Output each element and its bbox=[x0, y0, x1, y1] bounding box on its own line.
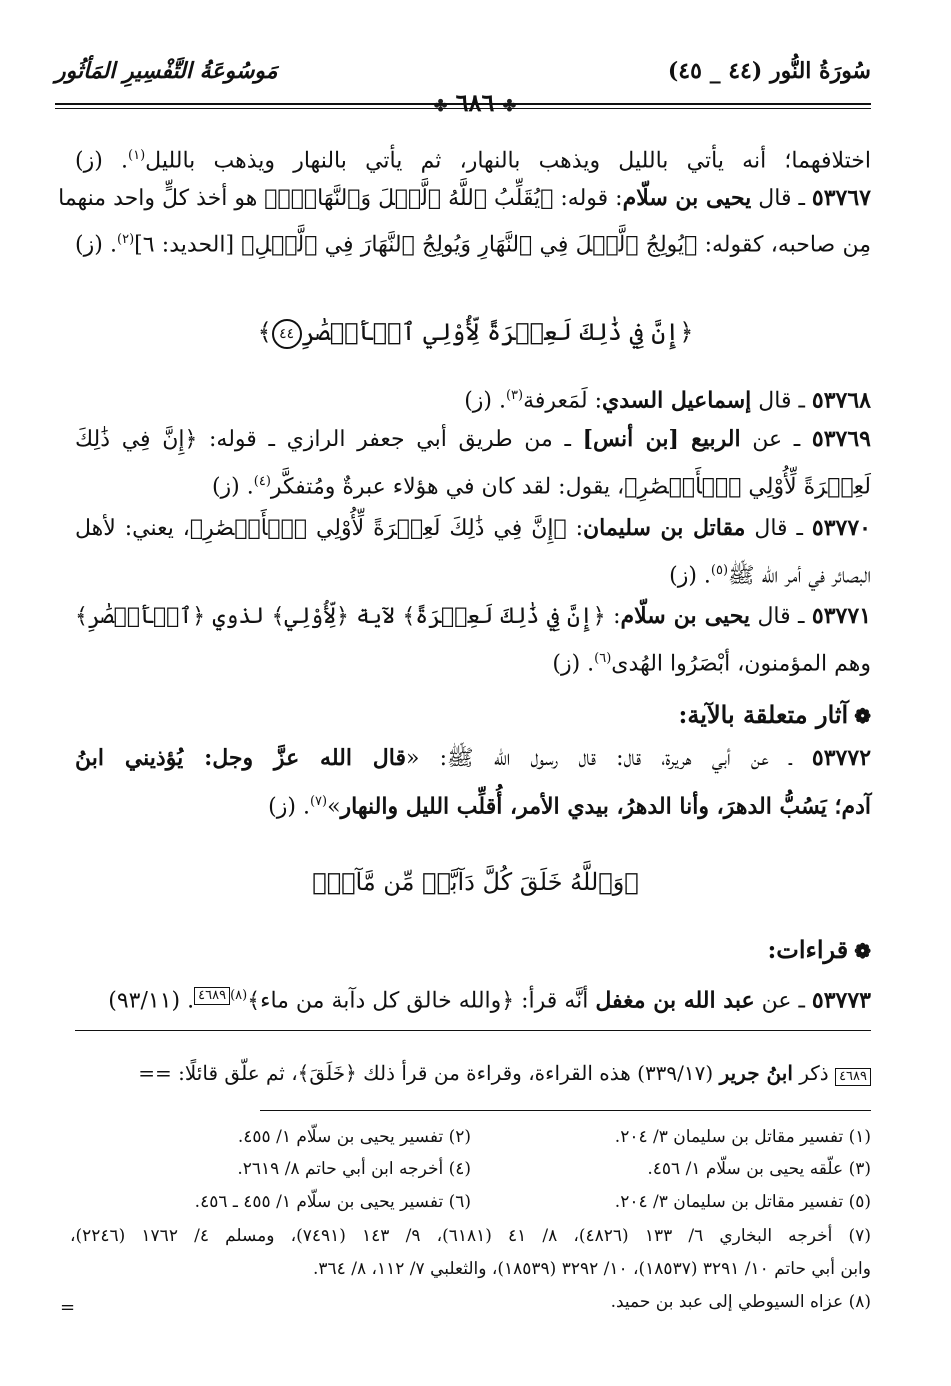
footnote-3: (٣) علّقه يحيى بن سلّام ١/ ٤٥٦. bbox=[647, 1159, 871, 1179]
footnote-2: (٢) تفسير يحيى بن سلّام ١/ ٤٥٥. bbox=[237, 1127, 471, 1147]
commentary-note: ٤٦٨٩ ذكر ابنُ جرير (٣٣٩/١٧) هذه القراءة، وقراءة من قرأ ذلك ﴿خَلَقَ﴾، ثم علّق قائلًا: == bbox=[60, 1058, 871, 1088]
entry-53768: ٥٣٧٦٨ ـ قال إسماعيل السدي: لَمَعرفة$^{(٣)}$. (ز) bbox=[464, 387, 871, 414]
entry-53770: ٥٣٧٧٠ ـ قال مقاتل بن سليمان: ﴿إِنَّ فِي ذَٰلِكَ لَعِبۡرَةً لِّأُوْلِي ٱلۡأَبۡصَٰرِ﴾، يعني: لأهل bbox=[75, 515, 871, 541]
section-heading-qiraat: ❁قراءات: bbox=[767, 935, 871, 964]
text-line: اختلافهما؛ أنه يأتي بالليل ويذهب بالنهار، ثم يأتي بالنهار ويذهب بالليل$^{(١)}$. (ز) bbox=[75, 148, 871, 174]
text-line: آدم؛ يَسُبُّ الدهرَ، وأنا الدهرُ، بيدي الأمر، أُقلِّب الليل والنهار»$^{(٧)}$. (ز) bbox=[268, 793, 871, 820]
header-rule-thin bbox=[55, 108, 871, 109]
entry-53767: ٥٣٧٦٧ ـ قال يحيى بن سلّام: قوله: ﴿يُقَلِّبُ ٱللَّهُ ٱلَّيۡلَ وَٱلنَّهَارَۚ﴾ هو أخذ كلٍّ واحد منهما bbox=[58, 185, 871, 211]
note-reference-box: ٤٦٨٩ bbox=[194, 987, 230, 1005]
header-rule bbox=[55, 103, 871, 105]
flower-icon: ❁ bbox=[854, 704, 871, 728]
text-line: وهم المؤمنون، أبْصَرُوا الهُدى$^{(٦)}$. (ز) bbox=[552, 651, 871, 677]
footnote-1: (١) تفسير مقاتل بن سليمان ٣/ ٢٠٤. bbox=[614, 1127, 871, 1147]
text-line: لَعِبۡرَةً لِّأُوْلِي ٱلۡأَبۡصَٰرِ﴾، يقول: لقد كان في هؤلاء عبرةٌ ومُتفكَّر$^{(٤)}$. (ز) bbox=[211, 474, 871, 500]
footnote-7: (٧) أخرجه البخاري ٦/ ١٣٣ (٤٨٢٦)، ٨/ ٤١ (٦١٨١)، ٩/ ١٤٣ (٧٤٩١)، ومسلم ٤/ ١٧٦٢ (٢٢٤٦)، bbox=[70, 1226, 871, 1246]
footnote-4: (٤) أخرجه ابن أبي حاتم ٨/ ٢٦١٩. bbox=[237, 1159, 471, 1179]
flower-icon: ❁ bbox=[854, 939, 871, 963]
text-line: البصائر في أمر الله ﷺ$^{(٥)}$. (ز) bbox=[669, 563, 871, 589]
entry-53771: ٥٣٧٧١ ـ قال يحيى بن سلّام: ﴿إِنَّ فِي ذَٰلِكَ لَعِبۡرَةً﴾ لآية ﴿لِّأُوْلِي﴾ لذوي ﴿ٱلۡأَبۡصَٰرِ﴾ bbox=[75, 603, 872, 629]
book-title-header: مَوسُوعَةُ التَّفْسِيرِ المَأثُور bbox=[55, 58, 278, 84]
separator-rule bbox=[75, 1030, 871, 1031]
ayah-44: ﴿إِنَّ فِي ذَٰلِكَ لَعِبۡرَةً لِّأُوْلِي ٱلۡأَبۡصَٰرِ٤٤﴾ bbox=[0, 318, 951, 349]
text-line: مِن صاحبه، كقوله: ﴿يُولِجُ ٱلَّيۡلَ فِي ٱلنَّهَارِ وَيُولِجُ ٱلنَّهَارَ فِي ٱلَّيۡلِ﴾ [الحديد: ٦]$^{(٢)}$. (ز) bbox=[75, 232, 871, 258]
section-heading-athar: ❁آثار متعلقة بالآية: bbox=[678, 700, 871, 729]
entry-53772: ٥٣٧٧٢ ـ عن أبي هريرة، قال: قال رسول الله ﷺ: «قال الله عزَّ وجل: يُؤذيني ابنُ bbox=[75, 745, 872, 771]
note-reference-box: ٤٦٨٩ bbox=[835, 1068, 871, 1086]
ornament-icon: ✤ bbox=[502, 96, 517, 115]
surah-header: سُورَةُ النُّور (٤٤ _ ٤٥) bbox=[667, 58, 871, 84]
footnote-8: (٨) عزاه السيوطي إلى عبد بن حميد. bbox=[610, 1292, 871, 1312]
entry-53773: ٥٣٧٧٣ ـ عن عبد الله بن مغفل أنَّه قرأ: ﴿والله خالق كل دآبة من ماء﴾$^{(٨)}$٤٦٨٩. (٩٣/١١) bbox=[108, 987, 871, 1014]
entry-53769: ٥٣٧٦٩ ـ عن الربيع [بن أنس] ـ من طريق أبي جعفر الرازي ـ قوله: ﴿إِنَّ فِي ذَٰلِكَ bbox=[75, 426, 871, 452]
footnote-6: (٦) تفسير يحيى بن سلّام ١/ ٤٥٥ ـ ٤٥٦. bbox=[194, 1192, 471, 1212]
continuation-mark: = bbox=[60, 1297, 76, 1318]
ayah-45: ﴿وَٱللَّهُ خَلَقَ كُلَّ دَآبَّةٖ مِّن مَّآءٖ﴾ bbox=[312, 868, 639, 896]
ornament-icon: ✤ bbox=[433, 96, 448, 115]
footnote-rule bbox=[260, 1110, 871, 1111]
ayah-number-icon: ٤٤ bbox=[272, 319, 302, 349]
footnote-5: (٥) تفسير مقاتل بن سليمان ٣/ ٢٠٤. bbox=[614, 1192, 871, 1212]
footnote-7-cont: وابن أبي حاتم ١٠/ ٣٢٩١ (١٨٥٣٧)، ١٠/ ٣٢٩٢ (١٨٥٣٩)، والثعلبي ٧/ ١١٢، ٨/ ٣٦٤. bbox=[313, 1259, 871, 1279]
page-number: ✤ ٦٨٦ ✤ bbox=[433, 88, 517, 117]
